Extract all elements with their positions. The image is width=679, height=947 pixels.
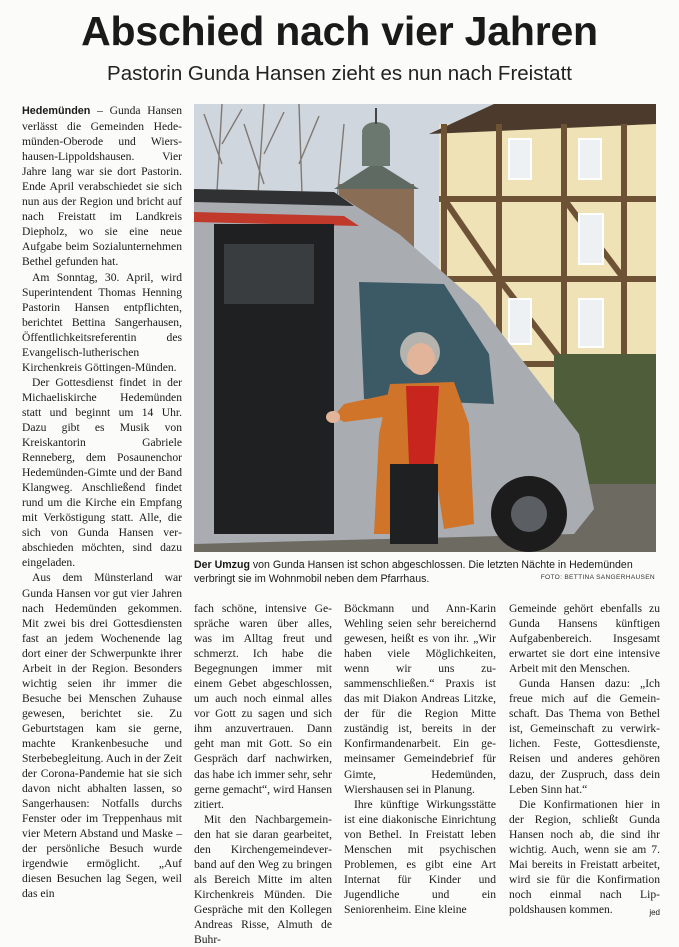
paragraph: Mit den Nachbargemeinden hat sie daran gearbeitet, den Kirchengemeindeverband auf den Weg zu bringen als Bereich Mitte im alten Kirchenkreis Münden. Die Gespräche mit den Kollegen Andreas Risse, Almuth de Buhr- (194, 812, 332, 947)
paragraph: Gemeinde gehört ebenfalls zu Gunda Hansens künftigen Aufgabenbereich. Insgesamt erwartet sie dort eine intensive Arbeit mit den Menschen. (509, 602, 660, 676)
paragraph: Aus dem Münsterland war Gunda Hansen vor gut vier Jahren nach Hedemünden gekommen. Mit zwei bis drei Gottesdiensten fast an jedem Wochenende lag dort einer der Schwerpunkte ihrer Arbeit in der Region. Besonders wichtig seien ihr immer die Besuche bei Menschen Zuhause gewesen, berichtet sie. Zu Geburtstagen kam sie gerne, machte Krankenbesuche und Sterbebegleitung. Auch in der Zeit der Corona-Pandemie hat sie sich davon nicht abhalten lassen, so Sangerhausen: Notfalls durchs Fenster oder im Treppenhaus mit vier Metern Abstand und Maske – der persönliche Besuch wurde irgendwie ermöglicht. „Auf diesen Besuchen lag Segen, weil das ein (22, 571, 183, 901)
article-column-3 (344, 601, 496, 916)
photo-caption (194, 558, 656, 586)
article-column-2 (194, 601, 332, 947)
photo-credit: FOTO: BETTINA SANGERHAUSEN (540, 574, 655, 581)
photo-illustration (194, 104, 656, 552)
article-column-1 (22, 103, 183, 901)
article-photo (194, 104, 656, 552)
paragraph: Gunda Hansen dazu: „Ich freue mich auf die Gemeinschaft. Das Thema von Bethel ist, Gemeinschaft zu verwirklichen. Feste, Gottesdienste, Reisen und anderes gehören dazu, der Zuspruch, dass dein Leben Sinn hat.“ (509, 677, 660, 796)
author-signature: jed (649, 907, 660, 917)
article-column-4 (509, 601, 660, 917)
paragraph: Ihre künftige Wirkungsstätte ist eine diakonische Einrichtung von Bethel. In Freistatt leben Menschen mit psychischen Problemen, es gibt eine Art Internat für Kinder und Jugendliche und ein Seniorenheim. Eine kleine (344, 797, 496, 916)
subheadline: Pastorin Gunda Hansen zieht es nun nach Freistatt (107, 62, 572, 85)
headline: Abschied nach vier Jahren (81, 8, 598, 54)
caption-text: von Gunda Hansen ist schon abgeschlossen. Die letzten Nächte in Hedemünden verbringt sie im Wohnmobil neben dem Pfarrhaus. (194, 559, 633, 585)
dateline: Hedemünden (22, 105, 91, 117)
paragraph: Der Gottesdienst findet in der Michaeliskirche Hedemünden statt und beginnt um 14 Uhr. Dazu gibt es Musik von Kreiskantorin Gabriele Renneberg, dem Posaunenchor Hedemünden-Gimte und der Band Klangweg. Anschließend findet rund um die Kirche ein Empfang mit Verköstigung statt. Alle, die sich von Gunda Hansen verabschieden möchten, sind dazu eingeladen. (22, 375, 183, 570)
paragraph: Hedemünden – Gunda Hansen verlässt die Gemeinden Hedemünden-Oberode und Wiershausen-Lippoldshausen. Vier Jahre lang war sie dort Pastorin. Ende April verabschiedet sie sich nun aus der Region und bricht auf nach Freistatt im Landkreis Diepholz, wo sie eine neue Aufgabe beim Sozialunternehmen Bethel gefunden hat. (22, 104, 182, 269)
paragraph: fach schöne, intensive Gespräche waren über alles, was im Alltag freut und schmerzt. Ich habe die Begegnungen immer mit einem Gebet abgeschlossen, um auch noch einmal alles vor Gott zu sagen und sich ihm anzuvertrauen. Dann geht man mit Gott. So ein Gespräch darf nachwirken, das habe ich immer sehr, sehr gerne gemacht“, wird Hansen zitiert. (194, 602, 332, 811)
paragraph: Böckmann und Ann-Karin Wehling seien sehr bereichernd gewesen, heißt es von ihr. „Wir haben viele Möglichkeiten, wenn wir uns zusammenschließen.“ Praxis ist das mit Diakon Andreas Litzke, der für die Region Mitte zuständig ist, bereits in der Konfirmandenarbeit. Ein gemeinsamer Gemeindebrief für Gimte, Hedemünden, Wiershausen sei in Planung. (344, 602, 496, 796)
caption-lead: Der Umzug (194, 559, 250, 571)
paragraph: Am Sonntag, 30. April, wird Superintendent Thomas Henning Pastorin Hansen entpflichten, berichtet Bettina Sangerhausen, Öffentlichkeitsreferentin des Evangelisch-lutherischen Kirchenkreis Göttingen-Münden. (22, 270, 182, 374)
paragraph: Die Konfirmationen hier in der Region, schließt Gunda Hansen noch ab, die sind ihr wichtig. Auch, wenn sie am 7. Mai bereits in Freistatt arbeitet, wird sie für die Konfirmation noch einmal nach Lippoldshausen kommen. jed (509, 797, 660, 917)
